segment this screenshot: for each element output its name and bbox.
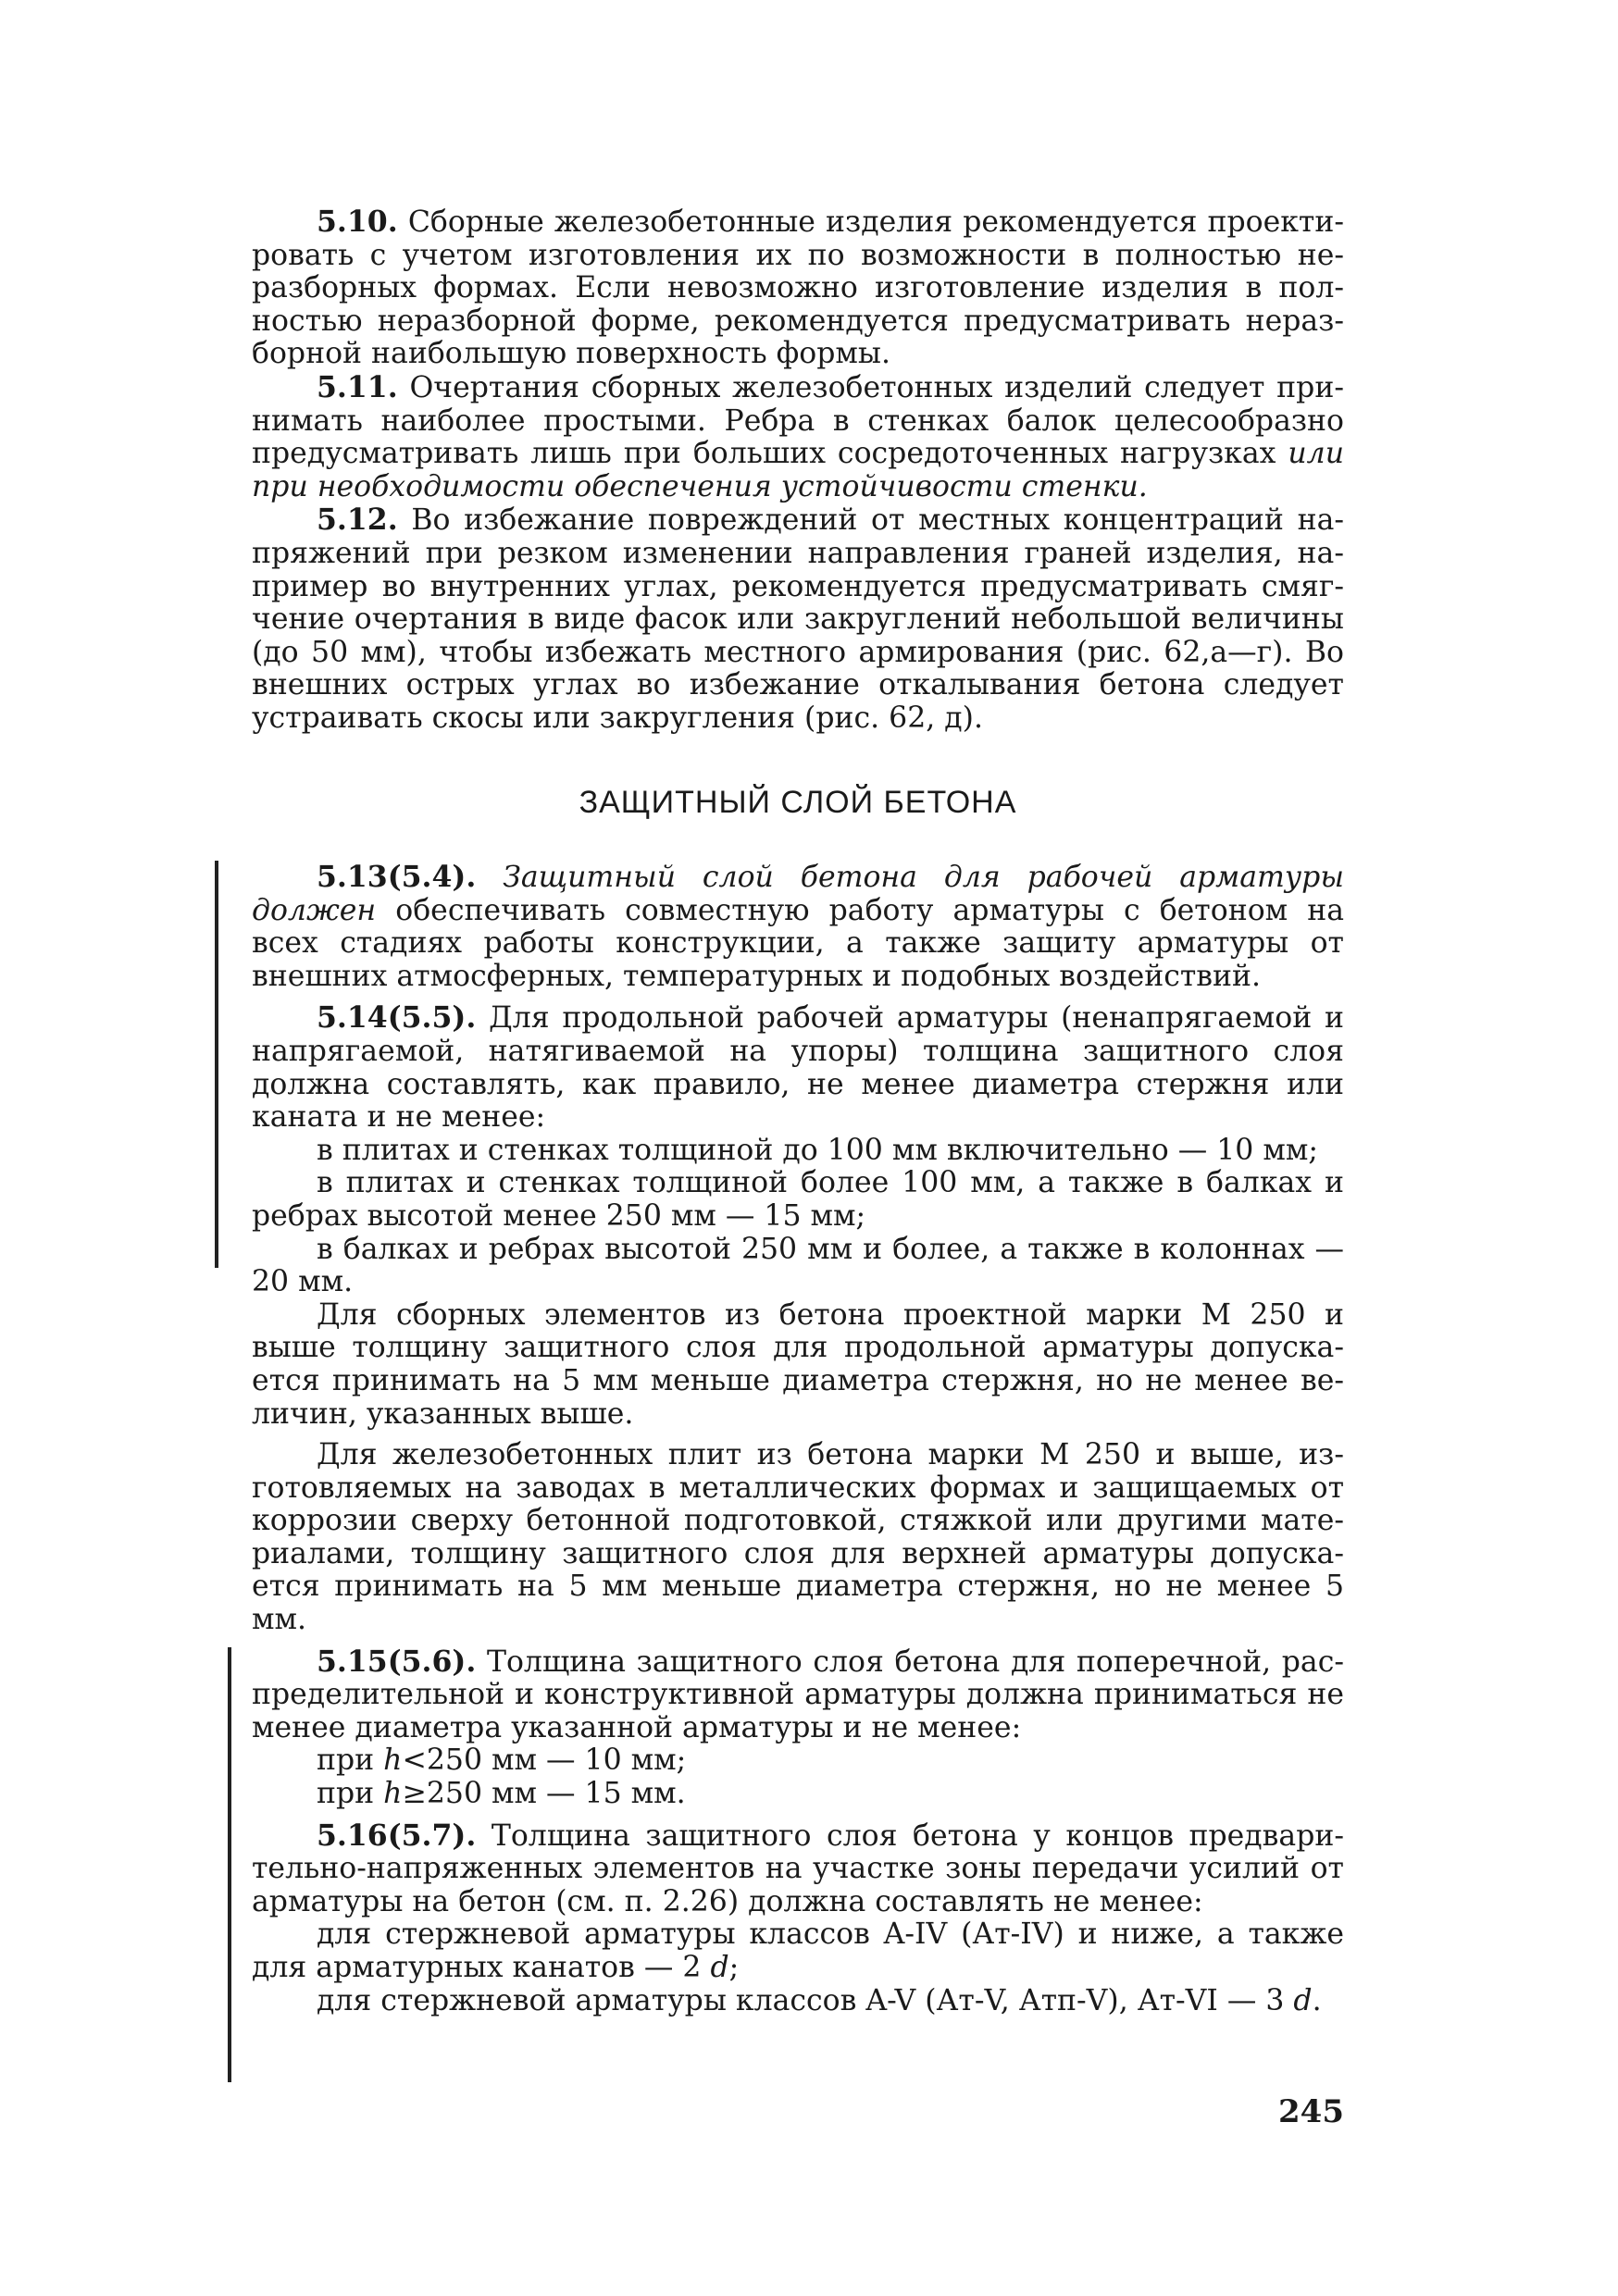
clause-number: 5.15(5.6). bbox=[317, 1644, 477, 1679]
list-item-text: для стержневой арматуры классов A-IV (Ат-IV) и ниже, а также для арматурных канатов — 2 bbox=[252, 1917, 1344, 1984]
paragraph-text: обеспечивать совместную работу арматуры с бетоном на всех стадиях работы конструкции, а также защиту арматуры от внешних атмосферных, температурных и подобных воздействий. bbox=[252, 893, 1344, 993]
paragraph-text: Сборные железобетонные изделия рекомендуется проектировать с учетом изготовления их по возможности в полностью неразборных формах. Если невозможно изготовление изделия в полностью неразборной форме, рекомендуется предусматривать неразборной наибольшую поверхность формы. bbox=[252, 205, 1344, 371]
paragraph-5-14 bbox=[252, 1001, 1344, 1134]
paragraph-text: Для продольной рабочей арматуры (ненапрягаемой и напрягаемой, натягиваемой на упоры) толщина защитного слоя должна составлять, как правило, не менее диаметра стержня или каната и не менее: bbox=[252, 1001, 1344, 1135]
section-protective-layer bbox=[252, 861, 1344, 2017]
formula-prefix: при bbox=[317, 1744, 384, 1778]
paragraph-text: Для сборных элементов из бетона проектной марки М 250 и выше толщину защитного слоя для продольной арматуры допускается принимать на 5 мм меньше диаметра стержня, но не менее величин, указанных выше. bbox=[252, 1297, 1344, 1431]
paragraph-5-10 bbox=[252, 205, 1344, 371]
paragraph-5-15 bbox=[252, 1645, 1344, 1745]
formula-variable: h bbox=[383, 1777, 403, 1811]
paragraph-text: Толщина защитного слоя бетона для поперечной, распределительной и конструктивной арматуры должна приниматься не менее диаметра указанной арматуры и не менее: bbox=[252, 1644, 1344, 1744]
list-item-text: для стержневой арматуры классов A-V (Ат-V, Атп-V), Ат-VI — 3 bbox=[317, 1983, 1294, 2017]
list-item bbox=[252, 1744, 1344, 1778]
page-number: 245 bbox=[1278, 2093, 1344, 2130]
list-item: в плитах и стенках толщиной более 100 мм, а также в балках и ребрах высотой менее 250 мм — 15 мм; bbox=[252, 1166, 1344, 1233]
change-marker-bar bbox=[215, 861, 218, 1268]
paragraph-text: Во избежание повреждений от местных концентраций напряжений при резком изменении направления граней изделия, например во внутренних углах, рекомендуется предусматривать смягчение очертания в виде фасок или закруглений небольшой величины (до 50 мм), чтобы избежать местного армирования (рис. 62,а—г). Во внешних острых углах во избежание откалывания бетона следует устраивать скосы или закругления (рис. 62, д). bbox=[252, 503, 1345, 735]
formula-suffix: ≥250 мм — 15 мм. bbox=[402, 1777, 686, 1811]
paragraph-text: Толщина защитного слоя бетона у концов предварительно-напряженных элементов на участке зоны передачи усилий от арматуры на бетон (см. п. 2.26) должна составлять не менее: bbox=[252, 1818, 1345, 1918]
clause-number: 5.11. bbox=[317, 369, 398, 404]
clause-number: 5.12. bbox=[317, 503, 398, 538]
change-marker-bar bbox=[228, 1647, 231, 2082]
list-item: в плитах и стенках толщиной до 100 мм включительно — 10 мм; bbox=[317, 1133, 1318, 1167]
formula-variable: d bbox=[710, 1951, 729, 1984]
list-item bbox=[252, 1918, 1344, 1984]
clause-number: 5.13(5.4). bbox=[317, 860, 477, 894]
formula-variable: d bbox=[1293, 1983, 1313, 2017]
clause-number: 5.10. bbox=[317, 205, 398, 239]
clause-number: 5.14(5.5). bbox=[317, 1000, 477, 1036]
paragraph-5-16 bbox=[252, 1819, 1344, 1919]
paragraph-italic-text: или при необходимости обеспечения устойчивости стенки. bbox=[252, 437, 1344, 503]
paragraph-text: Очертания сборных железобетонных изделий следует принимать наиболее простыми. Ребра в стенках балок целесообразно предусматривать лишь при больших сосредоточенных нагрузках bbox=[252, 370, 1344, 471]
list-item bbox=[252, 1985, 1344, 2018]
paragraph-text: Для железобетонных плит из бетона марки М 250 и выше, изготовляемых на заводах в металлических формах и защищаемых от коррозии сверху бетонной подготовкой, стяжкой или другими материалами, толщину защитного слоя для верхней арматуры допускается принимать на 5 мм меньше диаметра стержня, но не менее 5 мм. bbox=[252, 1438, 1344, 1637]
clause-number: 5.16(5.7). bbox=[317, 1818, 477, 1853]
formula-suffix: ; bbox=[728, 1951, 740, 1984]
section-5-10-5-12 bbox=[252, 205, 1344, 736]
section-heading: ЗАЩИТНЫЙ СЛОЙ БЕТОНА bbox=[579, 785, 1017, 820]
paragraph-5-12 bbox=[252, 503, 1344, 735]
list-item bbox=[252, 1778, 1344, 1811]
formula-suffix: . bbox=[1312, 1983, 1322, 2017]
formula-prefix: при bbox=[317, 1777, 384, 1811]
formula-variable: h bbox=[383, 1744, 403, 1778]
formula-suffix: <250 мм — 10 мм; bbox=[402, 1744, 687, 1778]
list-item: в балках и ребрах высотой 250 мм и более, а также в колоннах — 20 мм. bbox=[252, 1232, 1344, 1299]
paragraph-5-11 bbox=[252, 371, 1344, 503]
paragraph-italic-text: Защитный слой бетона для рабочей арматуры должен bbox=[252, 861, 1345, 927]
paragraph-5-13 bbox=[252, 861, 1344, 993]
